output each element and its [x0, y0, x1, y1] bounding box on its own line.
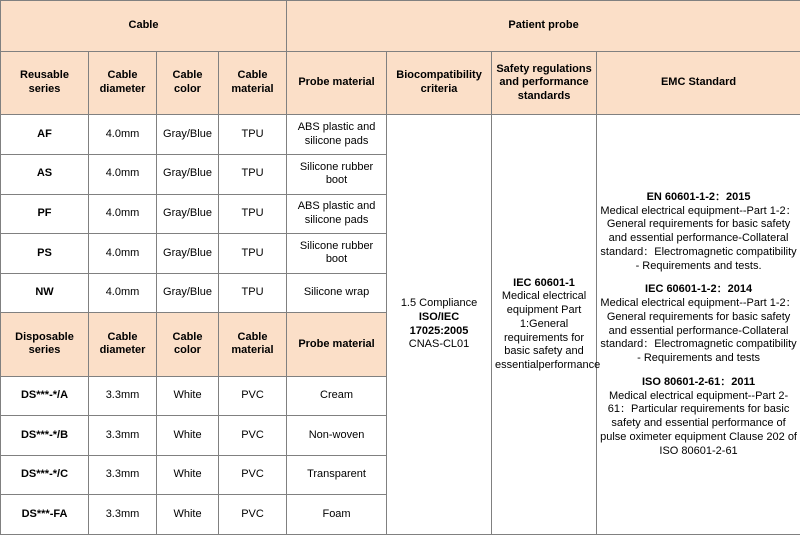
- cell-cable-diameter: 3.3mm: [89, 376, 157, 416]
- cell-probe-material: Transparent: [287, 455, 387, 495]
- cell-probe-material: Silicone rubber boot: [287, 155, 387, 195]
- safety-text: Medical electrical equipment Part 1:General requirements for basic safety and essentialperformance: [495, 290, 601, 372]
- biocompatibility-line-2: ISO/IEC 17025:2005: [409, 310, 469, 337]
- emc-entry-1-text: Medical electrical equipment--Part 1-2：General requirements for basic safety and essential performance-Collateral standard：Electromagnetic compatibility - Requirements and tests.: [600, 204, 797, 272]
- cell-cable-material: PVC: [219, 455, 287, 495]
- cell-cable-color: Gray/Blue: [157, 273, 219, 313]
- cell-emc-standard: [597, 115, 800, 535]
- table-group-header-row: [1, 1, 800, 52]
- column-header-probe-material: Probe material: [287, 52, 387, 115]
- table-row: [1, 115, 800, 155]
- cell-series: AS: [1, 155, 89, 195]
- emc-entry-3: [600, 376, 797, 459]
- cell-probe-material: Cream: [287, 376, 387, 416]
- group-header-patient-probe: Patient probe: [287, 1, 800, 52]
- cell-series: DS***-FA: [1, 495, 89, 535]
- cell-cable-diameter: 4.0mm: [89, 115, 157, 155]
- cell-cable-material: TPU: [219, 155, 287, 195]
- emc-entry-2-title: IEC 60601-1-2：2014: [645, 283, 753, 296]
- cell-cable-color: Gray/Blue: [157, 155, 219, 195]
- cell-probe-material: ABS plastic and silicone pads: [287, 115, 387, 155]
- cell-probe-material: Silicone rubber boot: [287, 234, 387, 274]
- emc-entry-3-title: ISO 80601-2-61：2011: [641, 375, 756, 388]
- cell-biocompatibility: [387, 115, 492, 535]
- cell-series: NW: [1, 273, 89, 313]
- emc-entry-2-text: Medical electrical equipment--Part 1-2：General requirements for basic safety and essential performance-Collateral standard：Electromagnetic compatibility - Requirements and tests: [600, 297, 797, 365]
- cell-safety-regulations: [492, 115, 601, 535]
- biocompatibility-line-3: CNAS-CL01: [408, 338, 470, 351]
- column-header-biocompatibility: Biocompatibility criteria: [387, 52, 492, 115]
- column-header-cable-diameter: Cable diameter: [89, 52, 157, 115]
- emc-entry-3-text: Medical electrical equipment--Part 2-61：Particular requirements for basic safety and essential performance of pulse oximeter equipment Clause 202 of ISO 80601-2-61: [600, 389, 797, 457]
- cell-cable-diameter: 4.0mm: [89, 155, 157, 195]
- group-header-cable: Cable: [1, 1, 287, 52]
- column-header-cable-material-2: Cable material: [219, 313, 287, 376]
- cell-series: DS***-*/C: [1, 455, 89, 495]
- cell-cable-color: White: [157, 495, 219, 535]
- table-column-header-row-reusable: [1, 52, 800, 115]
- column-header-cable-color: Cable color: [157, 52, 219, 115]
- cell-cable-color: Gray/Blue: [157, 194, 219, 234]
- cell-cable-color: Gray/Blue: [157, 234, 219, 274]
- cell-probe-material: Foam: [287, 495, 387, 535]
- column-header-probe-material-2: Probe material: [287, 313, 387, 376]
- cell-probe-material: ABS plastic and silicone pads: [287, 194, 387, 234]
- cell-series: DS***-*/A: [1, 376, 89, 416]
- column-header-emc-standard: EMC Standard: [597, 52, 800, 115]
- cell-series: PF: [1, 194, 89, 234]
- cell-series: PS: [1, 234, 89, 274]
- cell-cable-diameter: 3.3mm: [89, 455, 157, 495]
- column-header-reusable-series: Reusable series: [1, 52, 89, 115]
- cell-cable-color: White: [157, 376, 219, 416]
- cell-cable-color: White: [157, 416, 219, 456]
- safety-standard: IEC 60601-1: [513, 276, 575, 289]
- cell-cable-diameter: 3.3mm: [89, 416, 157, 456]
- cell-cable-material: TPU: [219, 194, 287, 234]
- column-header-cable-material: Cable material: [219, 52, 287, 115]
- emc-entry-1-title: EN 60601-1-2：2015: [646, 190, 751, 203]
- biocompatibility-line-1: 1.5 Compliance: [400, 297, 478, 310]
- cell-cable-diameter: 4.0mm: [89, 234, 157, 274]
- cell-probe-material: Non-woven: [287, 416, 387, 456]
- cell-cable-diameter: 4.0mm: [89, 194, 157, 234]
- cell-cable-material: TPU: [219, 273, 287, 313]
- cell-series: AF: [1, 115, 89, 155]
- emc-entry-1: [600, 191, 797, 274]
- column-header-cable-color-2: Cable color: [157, 313, 219, 376]
- cell-cable-material: TPU: [219, 234, 287, 274]
- emc-entry-2: [600, 283, 797, 366]
- cell-cable-material: PVC: [219, 416, 287, 456]
- cell-cable-color: Gray/Blue: [157, 115, 219, 155]
- cell-cable-color: White: [157, 455, 219, 495]
- cell-cable-diameter: 4.0mm: [89, 273, 157, 313]
- cell-series: DS***-*/B: [1, 416, 89, 456]
- cell-cable-material: TPU: [219, 115, 287, 155]
- cell-cable-material: PVC: [219, 495, 287, 535]
- cell-cable-diameter: 3.3mm: [89, 495, 157, 535]
- column-header-cable-diameter-2: Cable diameter: [89, 313, 157, 376]
- cell-probe-material: Silicone wrap: [287, 273, 387, 313]
- column-header-disposable-series: Disposable series: [1, 313, 89, 376]
- column-header-safety-regulations: Safety regulations and performance standards: [492, 52, 597, 115]
- cell-cable-material: PVC: [219, 376, 287, 416]
